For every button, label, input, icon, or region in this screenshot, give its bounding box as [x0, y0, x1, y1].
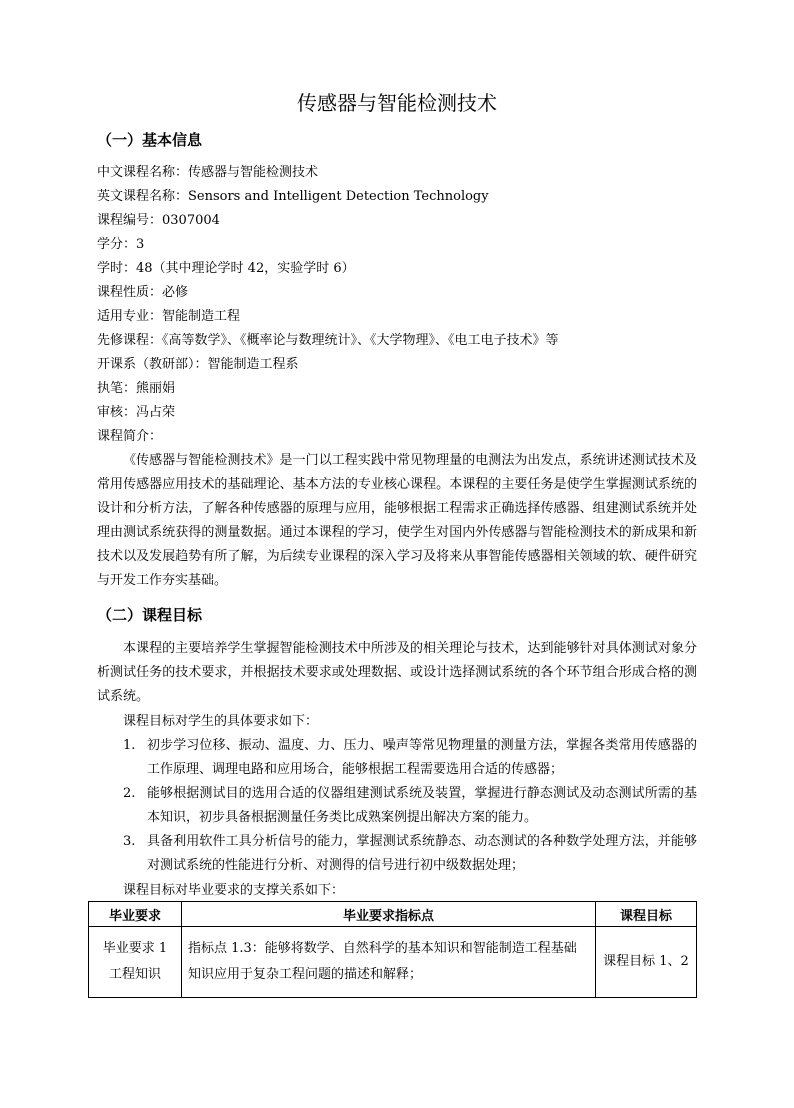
table-row [89, 927, 697, 998]
section-heading-basic-info: （一）基本信息 [97, 131, 203, 149]
info-chinese-name: 中文课程名称：传感器与智能检测技术 [97, 165, 319, 180]
goal-text: 具备利用软件工具分析信号的能力，掌握测试系统静态、动态测试的各种数学处理方法，并能够对测试系统的性能进行分析、对测得的信号进行初中级数据处理； [147, 834, 697, 873]
goals-lead-text: 课程目标对学生的具体要求如下： [123, 714, 319, 729]
cell-course-goal: 课程目标 1、2 [596, 927, 697, 998]
header-graduation-requirement: 毕业要求 [89, 902, 182, 927]
cell-indicator: 指标点 1.3：能够将数学、自然科学的基本知识和智能制造工程基础知识应用于复杂工程问题的描述和解释； [182, 927, 596, 998]
course-intro-paragraph: 《传感器与智能检测技术》是一门以工程实践中常见物理量的电测法为出发点，系统讲述测试技术及常用传感器应用技术的基础理论、基本方法的专业核心课程。本课程的主要任务是使学生掌握测试系统的设计和分析方法，了解各种传感器的原理与应用，能够根据工程需求正确选择传感器、组建测试系统并处理由测试系统获得的测量数据。通过本课程的学习，使学生对国内外传感器与智能检测技术的新成果和新技术以及发展趋势有所了解，为后续专业课程的深入学习及将来从事智能传感器相关领域的软、硬件研究与开发工作夯实基础。 [97, 453, 697, 588]
goal-item [97, 830, 697, 878]
info-course-nature: 课程性质：必修 [97, 285, 189, 300]
info-intro-label: 课程简介： [97, 429, 163, 444]
info-prerequisites: 先修课程：《高等数学》、《概率论与数理统计》、《大学物理》、《电工电子技术》等 [97, 333, 559, 348]
goal-number: 1. [123, 738, 136, 753]
goal-item [97, 782, 697, 830]
graduation-requirements-table [88, 901, 697, 998]
goal-item [97, 734, 697, 782]
info-course-code: 课程编号：0307004 [97, 213, 220, 228]
goal-text: 初步学习位移、振动、温度、力、压力、噪声等常见物理量的测量方法，掌握各类常用传感器的工作原理、调理电路和应用场合，能够根据工程需要选用合适的传感器； [147, 738, 697, 777]
requirement-number: 毕业要求 1 [102, 941, 168, 956]
basic-info-list [97, 161, 559, 449]
info-major: 适用专业：智能制造工程 [97, 309, 241, 324]
cell-requirement [89, 927, 182, 998]
support-lead-text: 课程目标对毕业要求的支撑关系如下： [123, 883, 345, 898]
info-english-name: 英文课程名称：Sensors and Intelligent Detection Technology [97, 189, 489, 204]
table-header-row [89, 902, 697, 927]
goals-intro-paragraph: 本课程的主要培养学生掌握智能检测技术中所涉及的相关理论与技术，达到能够针对具体测试对象分析测试任务的技术要求，并根据技术要求或处理数据、或设计选择测试系统的各个环节组合形成合格的测试系统。 [97, 641, 697, 704]
requirement-name: 工程知识 [108, 967, 161, 982]
goals-list [97, 734, 697, 878]
info-credits: 学分：3 [97, 237, 145, 252]
info-author: 执笔：熊丽娟 [97, 381, 176, 396]
header-indicator: 毕业要求指标点 [182, 902, 596, 927]
info-reviewer: 审核：冯占荣 [97, 405, 176, 420]
section-heading-course-goals: （二）课程目标 [97, 606, 203, 624]
document-title: 传感器与智能检测技术 [297, 91, 497, 115]
header-course-goal: 课程目标 [596, 902, 697, 927]
goal-number: 2. [123, 786, 136, 801]
info-hours: 学时：48（其中理论学时 42，实验学时 6） [97, 261, 355, 276]
info-department: 开课系（教研部）：智能制造工程系 [97, 357, 299, 372]
goal-text: 能够根据测试目的选用合适的仪器组建测试系统及装置，掌握进行静态测试及动态测试所需的基本知识，初步具备根据测量任务类比成熟案例提出解决方案的能力。 [147, 786, 697, 825]
goal-number: 3. [123, 834, 136, 849]
